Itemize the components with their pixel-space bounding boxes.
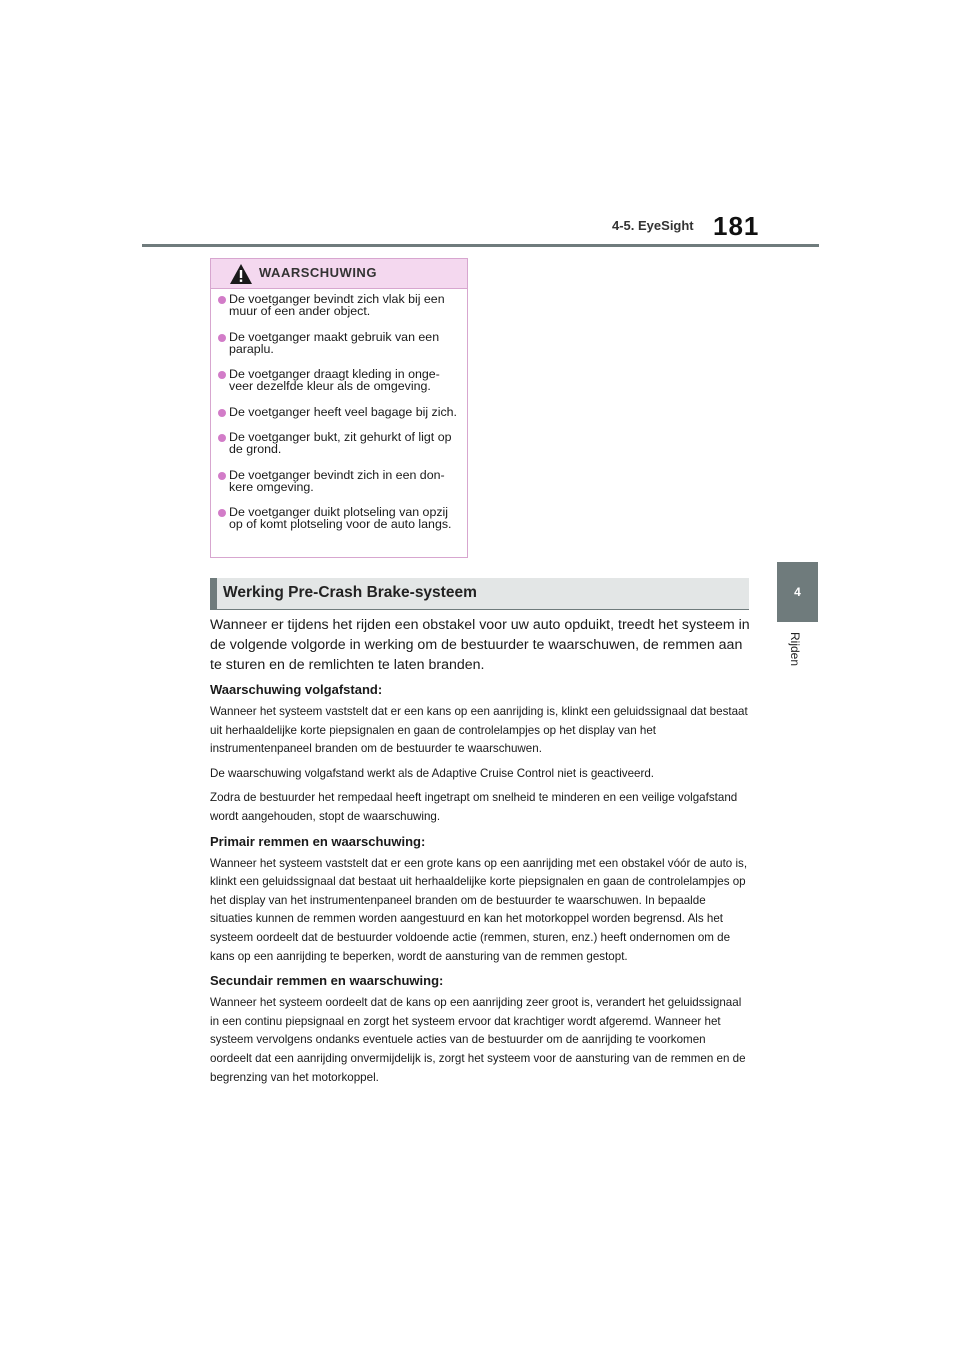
warning-item bbox=[219, 293, 459, 317]
bullet-icon bbox=[218, 472, 226, 480]
chapter-tab: 4 bbox=[777, 562, 818, 622]
warning-item-text: De voetganger bevindt zich in een don-kere omgeving. bbox=[229, 467, 445, 494]
section-content bbox=[210, 615, 750, 1093]
warning-item-text: De voetganger maakt gebruik van een paraplu. bbox=[229, 329, 440, 356]
bullet-icon bbox=[218, 434, 226, 442]
warning-header bbox=[211, 259, 467, 289]
paragraph: Wanneer het systeem vaststelt dat er een kans op een aanrijding is, klinkt een geluidssignaal dat bestaat uit herhaaldelijke korte piepsignalen en gaan de controlelampjes op het display van het instrumentenpaneel branden om de bestuurder te waarschuwen. bbox=[210, 705, 748, 756]
warning-item-text: De voetganger draagt kleding in onge-veer dezelfde kleur als de omgeving. bbox=[229, 367, 440, 393]
warning-item bbox=[219, 406, 459, 418]
warning-item bbox=[219, 469, 459, 493]
paragraph: Wanneer het systeem vaststelt dat er een grote kans op een aanrijding met een obstakel vóór de auto is, klinkt een geluidssignaal dat bestaat uit herhaaldelijke korte piepsignalen en gaan de controlelampjes op het display van het instrumentenpaneel branden om de bestuurder te waarschuwen. In bepaalde situaties kunnen de remmen worden aangestuurd en kan het motorkoppel worden begrensd. Als het systeem oordeelt dat de bestuurder voldoende actie (remmen, sturen, enz.) heeft ondernomen om de kans op een aanrijding te beperken, wordt de aansturing van de remmen gestopt. bbox=[210, 856, 748, 963]
warning-item bbox=[219, 368, 459, 392]
subheading-primary-braking: Primair remmen en waarschuwing: bbox=[210, 833, 426, 849]
warning-box bbox=[210, 258, 468, 558]
paragraph: Zodra de bestuurder het rempedaal heeft ingetrapt om snelheid te minderen en een veilige volgafstand wordt aangehouden, stopt de waarschuwing. bbox=[210, 791, 738, 823]
warning-title: WAARSCHUWING bbox=[259, 265, 377, 280]
warning-item bbox=[219, 431, 459, 455]
warning-item-text: De voetganger heeft veel bagage bij zich. bbox=[229, 404, 458, 419]
warning-triangle-icon bbox=[229, 263, 253, 285]
warning-item-text: De voetganger bevindt zich vlak bij een muur of een ander object. bbox=[229, 292, 445, 318]
paragraph: De waarschuwing volgafstand werkt als de Adaptive Cruise Control niet is geactiveerd. bbox=[210, 766, 655, 780]
bullet-icon bbox=[218, 334, 226, 342]
subheading-following-distance: Waarschuwing volgafstand: bbox=[210, 682, 383, 697]
heading-accent bbox=[210, 578, 217, 610]
section-heading-bar bbox=[210, 578, 749, 610]
warning-item-text: De voetganger bukt, zit gehurkt of ligt op de grond. bbox=[229, 430, 452, 456]
bullet-icon bbox=[218, 296, 226, 304]
section-heading: Werking Pre-Crash Brake-systeem bbox=[223, 584, 477, 601]
warning-item bbox=[219, 331, 459, 355]
warning-item-text: De voetganger duikt plotseling van opzij op of komt plotseling voor de auto langs. bbox=[229, 505, 452, 531]
page-number: 181 bbox=[713, 211, 760, 241]
bullet-icon bbox=[218, 371, 226, 379]
intro-paragraph: Wanneer er tijdens het rijden een obstakel voor uw auto opduikt, treedt het systeem in de volgende volgorde in werking om de bestuurder te waarschuwen, de remmen aan te sturen en de remlichten te laten branden. bbox=[210, 617, 750, 673]
chapter-label: Rijden bbox=[788, 632, 802, 667]
paragraph: Wanneer het systeem oordeelt dat de kans op een aanrijding zeer groot is, verandert het geluidssignaal in een continu piepsignaal en zorgt het systeem ervoor dat krachtiger wordt afgeremd. Wanneer het systeem vervolgens ondanks eventuele acties van de bestuurder om de aanrijding te voorkomen oordeelt dat een aanrijding onvermijdelijk is, zorgt het systeem voor de aansturing van de remmen en de begrenzing van het motorkoppel. bbox=[210, 996, 746, 1084]
bullet-icon bbox=[218, 509, 226, 517]
bullet-icon bbox=[218, 409, 226, 417]
header-rule bbox=[142, 244, 819, 247]
subheading-secondary-braking: Secundair remmen en waarschuwing: bbox=[210, 973, 444, 989]
warning-item bbox=[219, 506, 459, 530]
warning-list bbox=[211, 289, 467, 530]
section-label: 4-5. EyeSight bbox=[612, 218, 694, 233]
